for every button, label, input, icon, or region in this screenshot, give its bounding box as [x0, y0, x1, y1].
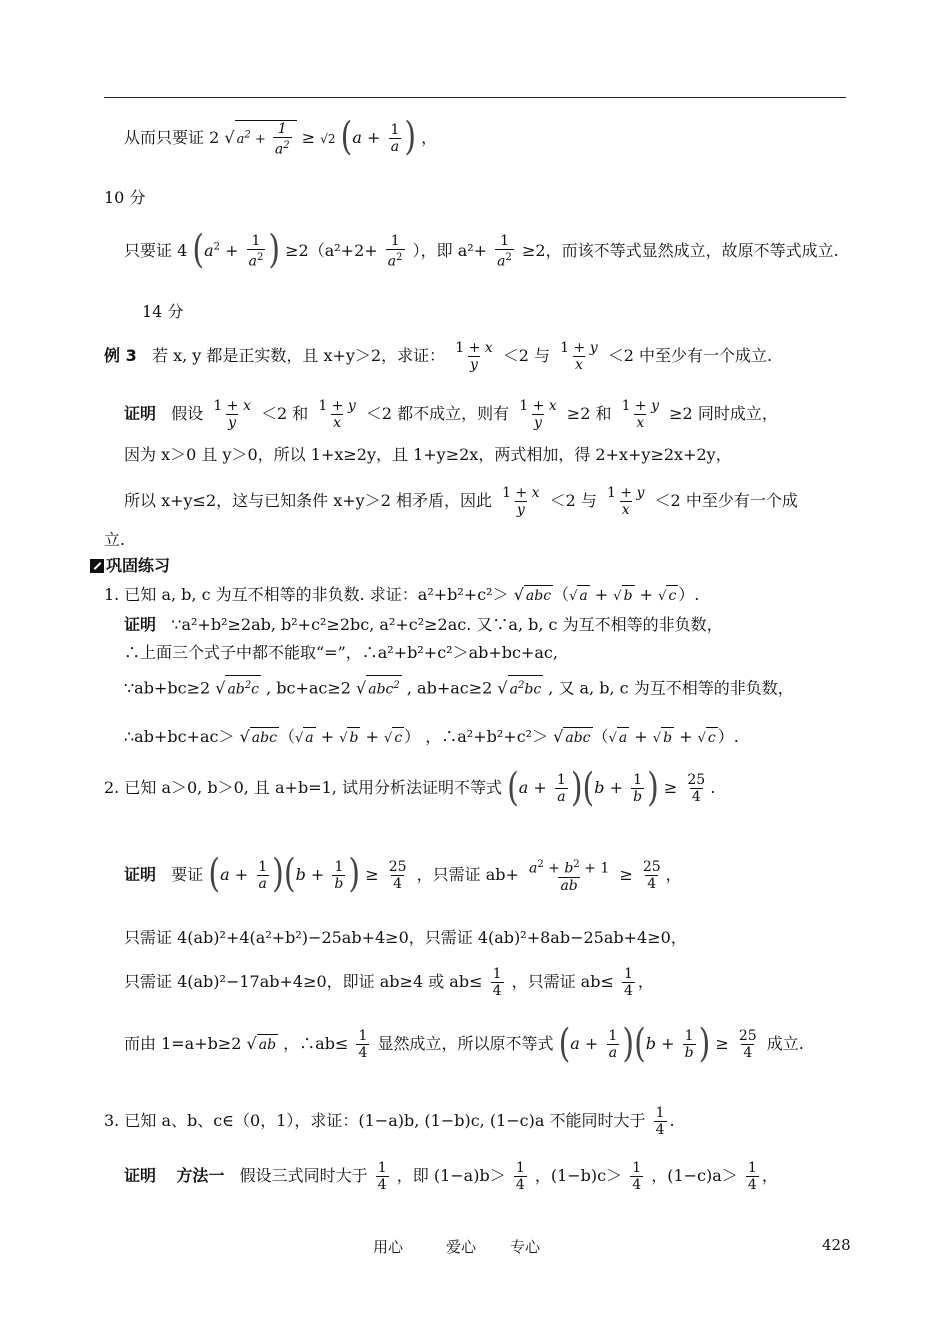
footer-word-3: 专心: [510, 1238, 541, 1256]
proof-label: 证明: [124, 404, 157, 423]
text: 所以 x+y≤2，这与已知条件 x+y＞2 相矛盾，因此: [124, 491, 492, 510]
text: 而由 1=a+b≥2: [124, 1034, 242, 1053]
text: ，(1−b)c＞: [534, 1166, 623, 1185]
text-line: 从而只要证 2 √ $a^2$ + $\frac{1}{a^2}$ ≥ √2 (a + $\frac{1}{a}$ ) ，: [124, 114, 438, 161]
section-heading: [90, 556, 170, 576]
proof-line-3: 所以 x+y≤2，这与已知条件 x+y＞2 相矛盾，因此 $\frac{1 + x}{y}$ ＜2 与 $\frac{1 + y}{x}$ ＜2 中至少有一个成: [124, 485, 798, 518]
example-3: 例 3 若 x, y 都是正实数，且 x+y＞2，求证： $\frac{1 + x}{y}$ ＜2 与 $\frac{1 + y}{x}$ ＜2 中至少有一个成立.: [104, 340, 773, 373]
text: ＜2 中至少有一个成: [654, 491, 798, 510]
text: ≥2（a²+2+: [285, 240, 378, 260]
pencil-icon: [90, 559, 104, 573]
text: 显然成立，所以原不等式: [377, 1034, 554, 1053]
q2-proof-line-3: 只需证 4(ab)²−17ab+4≥0，即证 ab≥4 或 ab≤ $\frac{1}{4}$ ，只需证 ab≤ $\frac{1}{4}$ ，: [124, 966, 654, 999]
q2-proof-line-1: 证明 要证 (a + $\frac{1}{a}$ )(b + $\frac{1}{b}$ ) ≥ $\frac{25}{4}$ ，只需证 ab+ $\frac{a^2 + b^2 + 1}{ab}$ ≥ $\frac{25}{4}$ ，: [124, 851, 682, 898]
q2-proof-line-4: 而由 1=a+b≥2 √ ab ，∴ab≤ $\frac{1}{4}$ 显然成立，所以原不等式 (a + $\frac{1}{a}$ )(b + $\frac{1}{b}$ ) ≥ $\frac{25}{4}$ 成立.: [124, 1021, 804, 1067]
text: ∴ab+bc+ac＞: [124, 727, 235, 746]
score-10: 10 分: [104, 188, 146, 207]
text: ≥2 同时成立，: [669, 404, 778, 423]
text: 只需证 4(ab)²−17ab+4≥0，即证 ab≥4 或 ab≤: [124, 972, 483, 991]
text: , 又 a, b, c 为互不相等的非负数，: [548, 678, 794, 698]
text: , bc+ac≥2: [266, 678, 351, 698]
text: ，只需证 ab+: [416, 864, 519, 884]
text: 成立.: [766, 1034, 804, 1053]
text: ≥2，而该不等式显然成立，故原不等式成立.: [521, 240, 839, 260]
text: ，∴ab≤: [283, 1034, 349, 1053]
text: 从而只要证 2: [124, 127, 220, 147]
footer-word-1: 用心: [373, 1238, 404, 1256]
text: 只要证 4: [124, 240, 188, 260]
text: ，即 (1−a)b＞: [396, 1166, 506, 1185]
text: ＜2 与: [502, 346, 551, 365]
proof-end: 立.: [104, 530, 126, 549]
text-line: 只要证 4 ($a^2$ + $\frac{1}{a^2}$ ) ≥2（a²+2+ $\frac{1}{a^2}$ ），即 a²+ $\frac{1}{a^2}$ ≥2，而该不等式显然成立，故原不等式成立.: [124, 227, 839, 274]
q1-proof-line-3: ∵ab+bc≥2 √ $ab^2c$ , bc+ac≥2 √ abc$^2$ , ab+ac≥2 √ $a^2bc$ , 又 a, b, c 为互不相等的非负数，: [124, 675, 794, 700]
text: 3. 已知 a、b、c∈（0，1），求证：(1−a)b, (1−b)c, (1−c)a 不能同时大于: [104, 1111, 646, 1130]
text: ＜2 和: [260, 404, 309, 423]
text: 若 x, y 都是正实数，且 x+y＞2，求证：: [151, 346, 446, 365]
text: ＜2 中至少有一个成立.: [607, 346, 773, 365]
text: ），即 a²+: [412, 240, 488, 260]
footer-word-2: 爱心: [446, 1238, 477, 1256]
proof-label: 证明: [124, 1166, 157, 1185]
text: , ab+ac≥2: [406, 678, 493, 698]
text: ，: [421, 127, 438, 147]
proof-label: 证明: [124, 615, 157, 634]
text: ，只需证 ab≤: [511, 972, 614, 991]
score-14: 14 分: [142, 302, 184, 321]
proof-label: 证明: [124, 864, 157, 884]
question-1: 1. 已知 a, b, c 为互不相等的非负数. 求证：a²+b²+c²＞ √ abc （√ a + √ b + √ c ）.: [104, 585, 700, 604]
text: ∵ab+bc≥2: [124, 678, 211, 698]
section-title: 巩固练习: [106, 556, 171, 575]
text: ＜2 都不成立，则有: [365, 404, 510, 423]
proof-line: 证明 假设 $\frac{1 + x}{y}$ ＜2 和 $\frac{1 + y}{x}$ ＜2 都不成立，则有 $\frac{1 + x}{y}$ ≥2 和 $\frac{1 + y}{x}$ ≥2 同时成立，: [124, 398, 778, 431]
text: ，∴a²+b²+c²＞: [425, 727, 549, 746]
text: 要证: [171, 864, 204, 884]
text: ＜2 与: [549, 491, 597, 510]
text: ≥2 和: [566, 404, 612, 423]
q1-proof-line-1: [124, 615, 723, 635]
text: ≥: [301, 127, 316, 147]
text: 假设三式同时大于: [239, 1166, 368, 1185]
text: 假设: [171, 404, 204, 423]
q1-proof-line-4: ∴ab+bc+ac＞ √ abc （√ a + √ b + √ c ） ，∴a²+b²+c²＞ √ abc （√ a + √ b + √ c ）.: [124, 727, 739, 746]
q3-proof-line-1: 证明 方法一 假设三式同时大于 $\frac{1}{4}$ ，即 (1−a)b＞ $\frac{1}{4}$ ，(1−b)c＞ $\frac{1}{4}$ ，(1−c)a＞ $\frac{1}{4}$ ，: [124, 1160, 778, 1193]
text: 1. 已知 a, b, c 为互不相等的非负数. 求证：a²+b²+c²＞: [104, 585, 509, 604]
question-3: 3. 已知 a、b、c∈（0，1），求证：(1−a)b, (1−b)c, (1−c)a 不能同时大于 $\frac{1}{4}$ .: [104, 1105, 675, 1138]
example-label: 例 3: [104, 346, 137, 365]
text: ∵a²+b²≥2ab, b²+c²≥2bc, a²+c²≥2ac. 又∵a, b, c 为互不相等的非负数，: [171, 615, 723, 634]
question-2: 2. 已知 a＞0, b＞0, 且 a+b=1, 试用分析法证明不等式 (a + $\frac{1}{a}$ )(b + $\frac{1}{b}$ ) ≥ $\frac{25}{4}$ .: [104, 765, 716, 811]
text: ，(1−c)a＞: [651, 1166, 738, 1185]
method-label: 方法一: [176, 1166, 225, 1185]
q2-proof-line-2: 只需证 4(ab)²+4(a²+b²)−25ab+4≥0，只需证 4(ab)²+8ab−25ab+4≥0，: [124, 928, 687, 947]
q1-proof-line-2: ∴上面三个式子中都不能取“=”，∴a²+b²+c²＞ab+bc+ac,: [124, 643, 558, 662]
page-number: 428: [822, 1236, 851, 1254]
text: 2. 已知 a＞0, b＞0, 且 a+b=1, 试用分析法证明不等式: [104, 778, 502, 797]
header-rule: [104, 97, 846, 98]
proof-line-2: 因为 x＞0 且 y＞0，所以 1+x≥2y，且 1+y≥2x，两式相加，得 2+x+y≥2x+2y，: [124, 445, 732, 464]
